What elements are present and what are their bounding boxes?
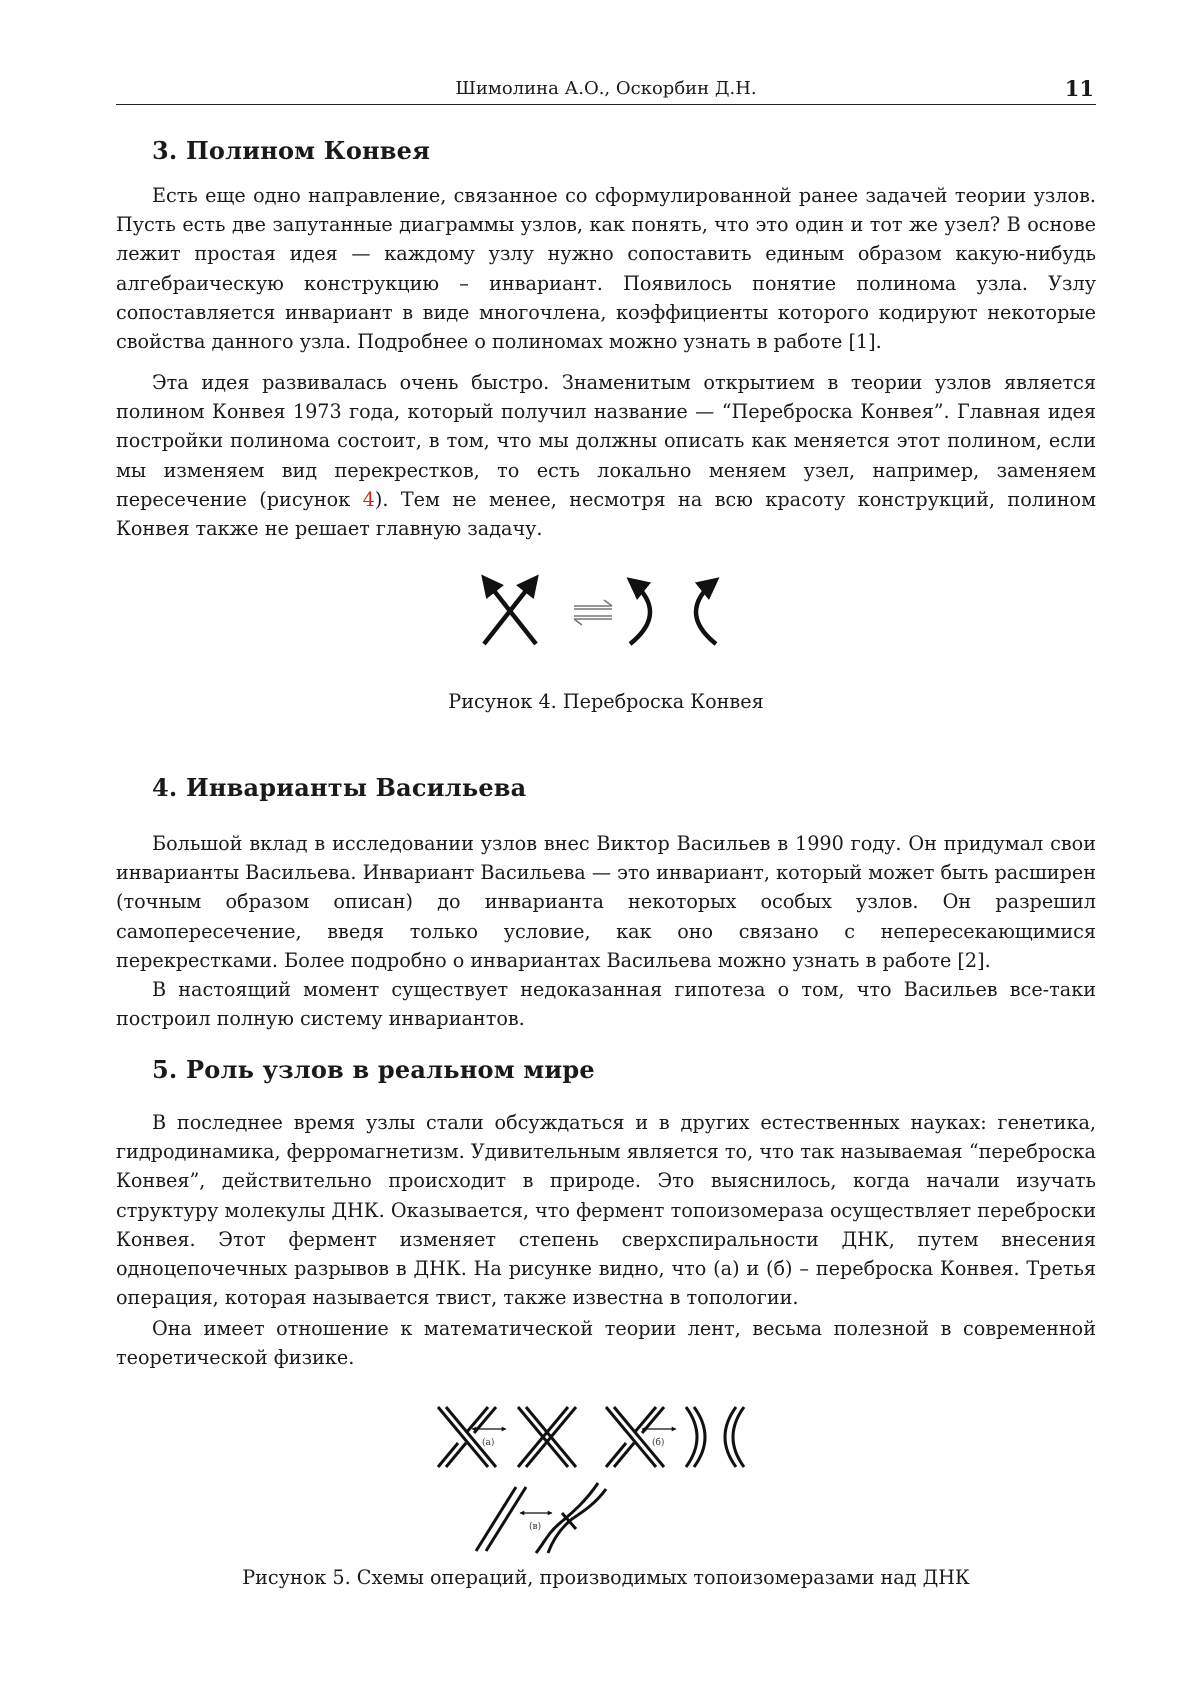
section-5-paragraph-2: Она имеет отношение к математической теории лент, весьма полезной в современной теоретической физике. bbox=[116, 1314, 1096, 1372]
figure-4-conway-flip-diagram bbox=[470, 572, 730, 652]
figure-5-caption: Рисунок 5. Схемы операций, производимых топоизомеразами над ДНК bbox=[116, 1566, 1096, 1589]
label-a: (а) bbox=[482, 1437, 494, 1448]
twisted-strands bbox=[536, 1483, 606, 1553]
section-3-title: 3. Полином Конвея bbox=[152, 136, 430, 165]
page-number: 11 bbox=[1065, 76, 1094, 101]
section-4-paragraph-1: Большой вклад в исследовании узлов внес Виктор Васильев в 1990 году. Он придумал свои инварианты Васильева. Инвариант Васильева — это инвариант, который может быть расширен (точным образом описан) до инварианта некоторых особых узлов. Он разрешил самопересечение, введя только условие, как оно связано с непересекающимися перекрестками. Более подробно о инвариантах Васильева можно узнать в работе [2]. bbox=[116, 829, 1096, 975]
figure-4-caption: Рисунок 4. Переброска Конвея bbox=[116, 690, 1096, 713]
label-v: (в) bbox=[529, 1521, 541, 1532]
figure-4-reference-link[interactable]: 4 bbox=[363, 488, 375, 511]
smoothed-arcs-symbol bbox=[630, 580, 716, 644]
double-crossing-b bbox=[606, 1407, 664, 1467]
parallel-strands bbox=[476, 1487, 526, 1551]
running-head bbox=[116, 76, 1096, 105]
label-b: (б) bbox=[652, 1437, 664, 1448]
section-5-paragraph-1: В последнее время узлы стали обсуждаться и в других естественных науках: генетика, гидродинамика, ферромагнетизм. Удивительным является то, что так называемая “переброска Конвея”, действительно происходит в природе. Это выяснилось, когда начали изучать структуру молекулы ДНК. Оказывается, что фермент топоизомераза осуществляет переброски Конвея. Этот фермент изменяет степень сверхспиральности ДНК, путем внесения одноцепочечных разрывов в ДНК. На рисунке видно, что (а) и (б) – переброска Конвея. Третья операция, которая называется твист, также известна в топологии. bbox=[116, 1108, 1096, 1312]
section-4-title: 4. Инварианты Васильева bbox=[152, 773, 526, 802]
section-3-paragraph-1: Есть еще одно направление, связанное со сформулированной ранее задачей теории узлов. Пусть есть две запутанные диаграммы узлов, как понять, что это один и тот же узел? В основе лежит простая идея — каждому узлу нужно сопоставить единым образом какую-нибудь алгебраическую конструкцию – инвариант. Появилось понятие полинома узла. Узлу сопоставляется инвариант в виде многочлена, коэффициенты которого кодируют некоторые свойства данного узла. Подробнее о полиномах можно узнать в работе [1]. bbox=[116, 181, 1096, 356]
page bbox=[0, 0, 1200, 1697]
paragraph-text: Эта идея развивалась очень быстро. Знаменитым открытием в теории узлов является полином Конвея 1973 года, который получил название — “Переброска Конвея”. Главная идея постройки полинома состоит, в том, что мы должны описать как меняется этот полином, если мы изменяем вид перекрестков, то есть локально меняем узел, например, заменяем пересечение (рисунок bbox=[116, 371, 1096, 511]
section-4-paragraph-2: В настоящий момент существует недоказанная гипотеза о том, что Васильев все-таки построил полную систему инвариантов. bbox=[116, 975, 1096, 1033]
double-arrow-icon bbox=[574, 600, 612, 625]
figure-5-topoisomerase-operations bbox=[436, 1405, 766, 1557]
section-5-title: 5. Роль узлов в реальном мире bbox=[152, 1055, 595, 1084]
section-3-paragraph-2 bbox=[116, 368, 1096, 543]
double-arcs-b bbox=[686, 1407, 744, 1467]
crossing-x-symbol bbox=[484, 578, 536, 644]
paragraph-text: ). Тем не менее, несмотря на всю красоту конструкций, полином Конвея также не решает главную задачу. bbox=[116, 488, 1096, 540]
double-crossing-right bbox=[518, 1407, 576, 1467]
header-authors: Шимолина А.О., Оскорбин Д.Н. bbox=[116, 78, 1096, 99]
double-crossing-left bbox=[438, 1407, 496, 1467]
